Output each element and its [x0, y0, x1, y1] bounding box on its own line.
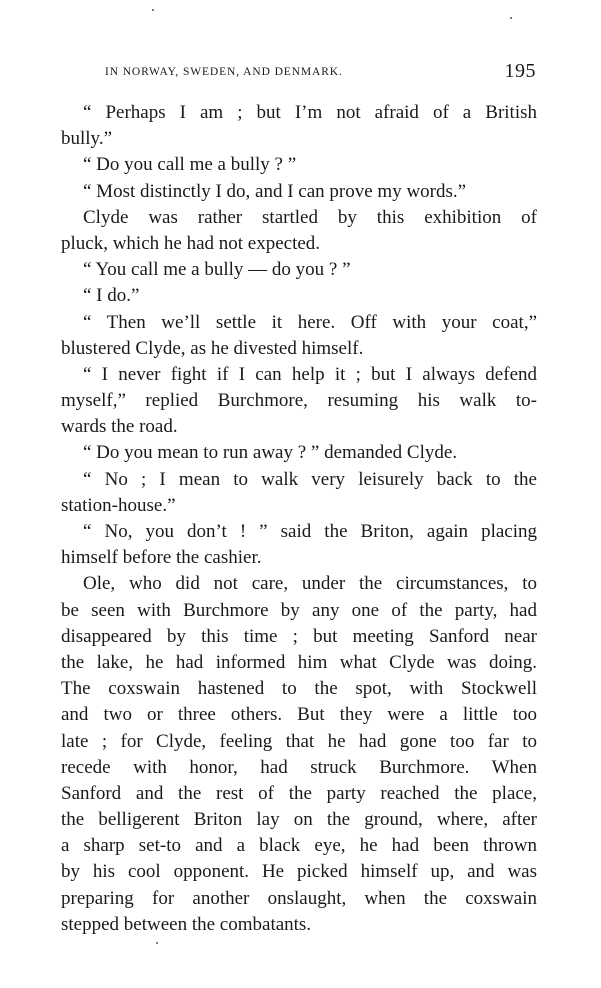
- ink-speck: [156, 942, 158, 944]
- text-line: late ; for Clyde, feeling that he had gone too far to: [61, 730, 537, 752]
- page-number: 195: [504, 60, 536, 82]
- text-line: a sharp set-to and a black eye, he had been thrown: [61, 835, 537, 857]
- body-text: [61, 100, 537, 938]
- page-header: [97, 60, 540, 90]
- text-line: “ No ; I mean to walk very leisurely back to the: [83, 468, 537, 490]
- text-line: bully.”: [61, 128, 113, 150]
- text-line: the belligerent Briton lay on the ground, where, after: [61, 809, 537, 831]
- ink-speck: [510, 17, 512, 19]
- running-head: IN NORWAY, SWEDEN, AND DENMARK.: [105, 66, 343, 78]
- text-line: and two or three others. But they were a little too: [61, 704, 537, 726]
- text-line: disappeared by this time ; but meeting Sanford near: [61, 625, 537, 647]
- text-line: station-house.”: [61, 494, 176, 516]
- text-line: “ You call me a bully — do you ? ”: [83, 259, 351, 281]
- text-line: blustered Clyde, as he divested himself.: [61, 337, 364, 359]
- text-line: pluck, which he had not expected.: [61, 232, 321, 254]
- text-line: Sanford and the rest of the party reached the place,: [61, 782, 537, 804]
- text-line: preparing for another onslaught, when the coxswain: [61, 887, 537, 909]
- text-line: myself,” replied Burchmore, resuming his walk to-: [61, 390, 537, 412]
- text-line: “ Most distinctly I do, and I can prove my words.”: [83, 180, 467, 202]
- text-line: stepped between the combatants.: [61, 913, 312, 935]
- text-line: “ I do.”: [83, 285, 140, 307]
- text-line: recede with honor, had struck Burchmore. When: [61, 756, 537, 778]
- text-line: “ I never fight if I can help it ; but I always defend: [83, 363, 537, 385]
- text-line: the lake, he had informed him what Clyde was doing.: [61, 651, 537, 673]
- text-line: wards the road.: [61, 416, 178, 438]
- text-line: “ No, you don’t ! ” said the Briton, again placing: [83, 521, 537, 542]
- text-line: be seen with Burchmore by any one of the party, had: [61, 599, 537, 621]
- text-line: “ Then we’ll settle it here. Off with your coat,”: [83, 311, 537, 333]
- text-line: himself before the cashier.: [61, 547, 262, 569]
- text-line: by his cool opponent. He picked himself up, and was: [61, 861, 537, 883]
- text-line: “ Do you call me a bully ? ”: [83, 154, 297, 176]
- text-line: Clyde was rather startled by this exhibition of: [83, 206, 537, 228]
- text-line: Ole, who did not care, under the circumstances, to: [83, 573, 537, 595]
- text-line: “ Perhaps I am ; but I’m not afraid of a British: [83, 102, 537, 123]
- text-line: “ Do you mean to run away ? ” demanded Clyde.: [83, 442, 458, 464]
- text-line: The coxswain hastened to the spot, with Stockwell: [61, 678, 537, 700]
- ink-speck: [152, 9, 154, 11]
